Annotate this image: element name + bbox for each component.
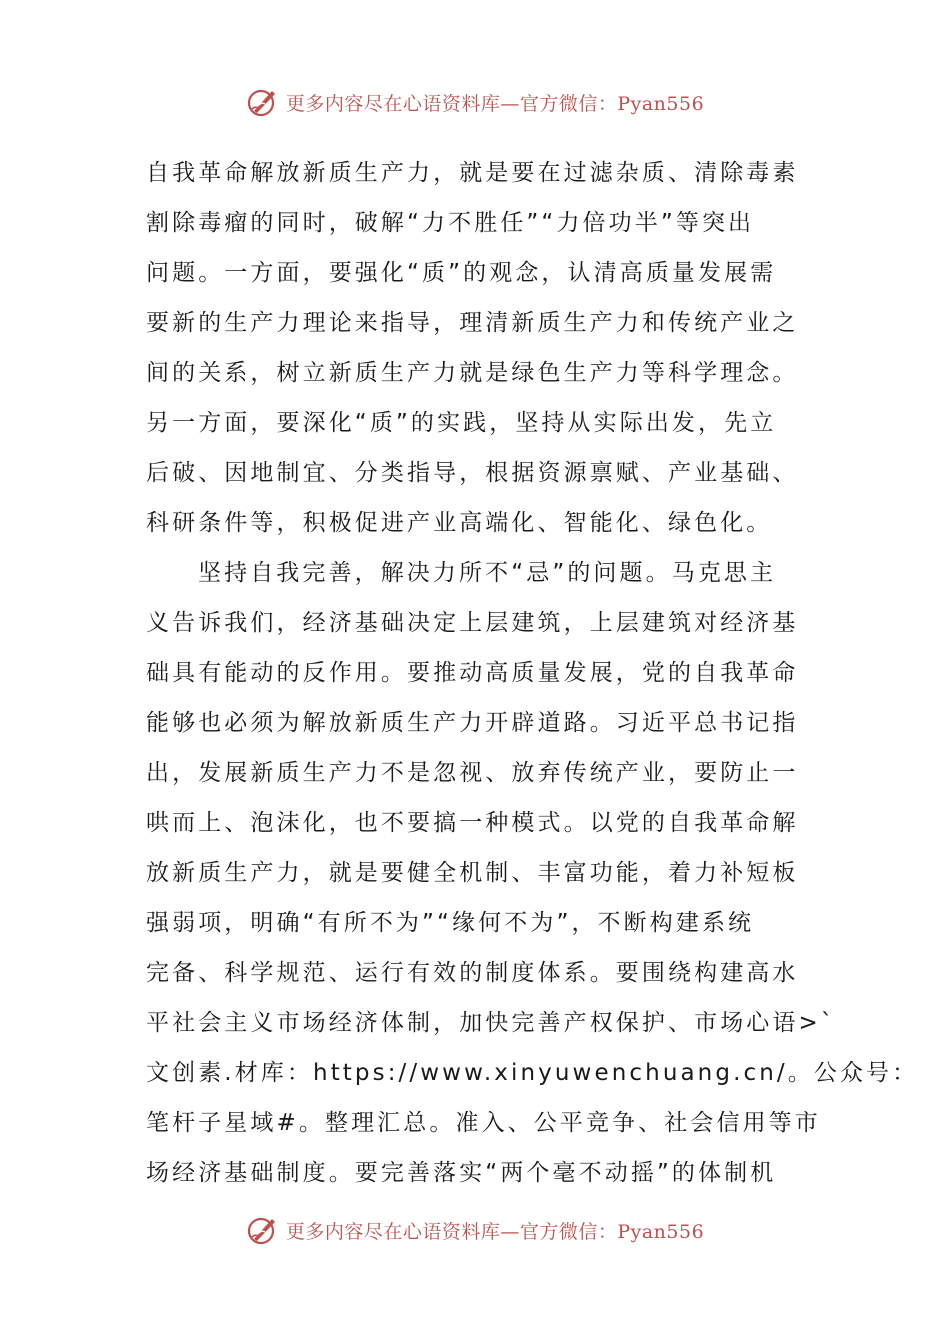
- paragraph-line: 后破、因地制宜、分类指导，根据资源禀赋、产业基础、: [146, 460, 799, 486]
- pen-nib-circle-icon: [246, 1213, 280, 1247]
- paragraph-line: 要新的生产力理论来指导，理清新质生产力和传统产业之: [146, 310, 799, 336]
- paragraph-line: 完备、科学规范、运行有效的制度体系。要围绕构建高水: [146, 960, 799, 986]
- paragraph-line: 另一方面，要深化“质”的实践，坚持从实际出发，先立: [146, 410, 777, 436]
- header-watermark-banner: [0, 80, 950, 124]
- paragraph-line: 能够也必须为解放新质生产力开辟道路。习近平总书记指: [146, 710, 799, 736]
- paragraph-line: 放新质生产力，就是要健全机制、丰富功能，着力补短板: [146, 860, 799, 886]
- pen-nib-circle-icon: [246, 85, 280, 119]
- paragraph-line: 坚持自我完善，解决力所不“忌”的问题。马克思主: [198, 560, 777, 586]
- paragraph-line: 平社会主义市场经济体制，加快完善产权保护、市场心语>`: [146, 1010, 836, 1036]
- paragraph-line: 文创素.材库：https://www.xinyuwenchuang.cn/。公众号：: [146, 1060, 919, 1086]
- paragraph-line: 础具有能动的反作用。要推动高质量发展，党的自我革命: [146, 660, 799, 686]
- footer-watermark-banner: [0, 1208, 950, 1252]
- paragraph-line: 间的关系，树立新质生产力就是绿色生产力等科学理念。: [146, 360, 799, 386]
- paragraph-line: 问题。一方面，要强化“质”的观念，认清高质量发展需: [146, 260, 777, 286]
- footer-watermark-text: 更多内容尽在心语资料库—官方微信：Pyan556: [285, 1220, 705, 1243]
- header-watermark-text: 更多内容尽在心语资料库—官方微信：Pyan556: [285, 92, 705, 115]
- paragraph-line: 义告诉我们，经济基础决定上层建筑，上层建筑对经济基: [146, 610, 799, 636]
- document-body: [146, 148, 919, 1198]
- paragraph-line: 笔杆子星域#。整理汇总。准入、公平竞争、社会信用等市: [146, 1110, 821, 1136]
- paragraph-line: 出，发展新质生产力不是忽视、放弃传统产业，要防止一: [146, 760, 799, 786]
- paragraph-line: 割除毒瘤的同时，破解“力不胜任”“力倍功半”等突出: [146, 210, 755, 236]
- paragraph-line: 强弱项，明确“有所不为”“缘何不为”，不断构建系统: [146, 910, 755, 936]
- paragraph-line: 哄而上、泡沫化，也不要搞一种模式。以党的自我革命解: [146, 810, 799, 836]
- paragraph-line: 自我革命解放新质生产力，就是要在过滤杂质、清除毒素: [146, 160, 799, 186]
- paragraph-line: 场经济基础制度。要完善落实“两个毫不动摇”的体制机: [146, 1160, 777, 1186]
- paragraph-line: 科研条件等，积极促进产业高端化、智能化、绿色化。: [146, 510, 773, 536]
